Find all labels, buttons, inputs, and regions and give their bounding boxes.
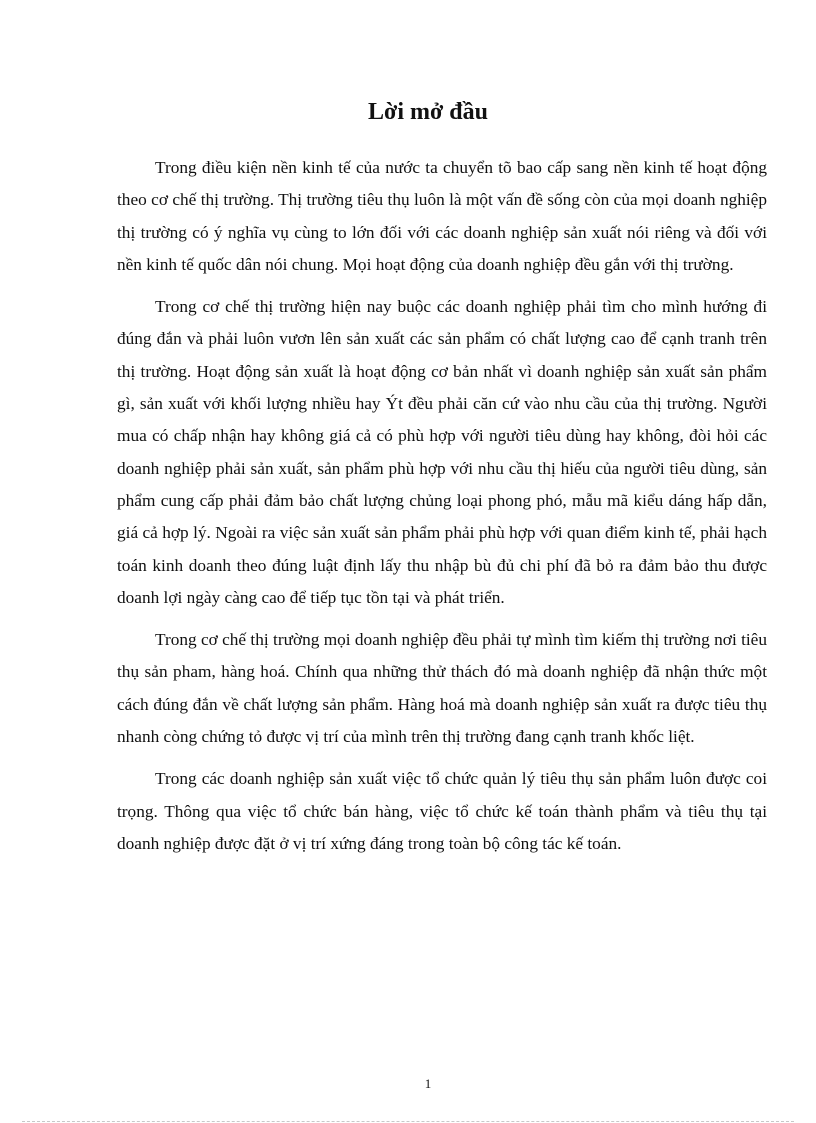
paragraph-1: Trong điều kiện nền kinh tế của nước ta chuyển tõ bao cấp sang nền kinh tế hoạt động theo cơ chế thị trường. Thị trường tiêu thụ luôn là một vấn đề sống còn của mọi doanh nghiệp thị trường có ý nghĩa vụ cùng to lớn đối với các doanh nghiệp sản xuất nói riêng và đối với nền kinh tế quốc dân nói chung. Mọi hoạt động của doanh nghiệp đều gắn với thị trường. (117, 158, 767, 274)
page-bottom-border (22, 1121, 794, 1122)
paragraph-3: Trong cơ chế thị trường mọi doanh nghiệp đều phải tự mình tìm kiếm thị trường nơi tiêu thụ sản pham, hàng hoá. Chính qua những thử thách đó mà doanh nghiệp đã nhận thức một cách đúng đắn về chất lượng sản phẩm. Hàng hoá mà doanh nghiệp sản xuất ra được tiêu thụ nhanh còng chứng tỏ được vị trí của mình trên thị trường đang cạnh tranh khốc liệt. (117, 630, 767, 747)
paragraph-2: Trong cơ chế thị trường hiện nay buộc các doanh nghiệp phải tìm cho mình hướng đi đúng đắn và phải luôn vươn lên sản xuất các sản phẩm có chất lượng cao để cạnh tranh trên thị trường. Hoạt động sản xuất là hoạt động cơ bản nhất vì doanh nghiệp sản xuất sản phẩm gì, sản xuất với khối lượng nhiều hay Ýt đều phải căn cứ vào nhu cầu của thị trường. Người mua có chấp nhận hay không giá cả có phù hợp với người tiêu dùng hay không, đòi hỏi các doanh nghiệp phải sản xuất, sản phẩm phù hợp với nhu cầu thị hiếu của người tiêu dùng, sản phẩm cung cấp phải đảm bảo chất lượng chủng loại phong phó, mẫu mã kiểu dáng hấp dẫn, giá cả hợp lý. Ngoài ra việc sản xuất sản phẩm phải phù hợp với quan điểm kinh tế, phải hạch toán kinh doanh theo đúng luật định lấy thu nhập bù đủ chi phí đã bỏ ra đảm bảo thu được doanh lợi ngày càng cao để tiếp tục tồn tại và phát triển. (117, 297, 767, 607)
page-title: Lời mở đầu (368, 99, 488, 125)
page-number: 1 (424, 1076, 432, 1091)
document-body (117, 152, 767, 870)
paragraph-4: Trong các doanh nghiệp sản xuất việc tổ chức quản lý tiêu thụ sản phẩm luôn được coi trọng. Thông qua việc tổ chức bán hàng, việc tổ chức kế toán thành phẩm và tiêu thụ tại doanh nghiệp được đặt ở vị trí xứng đáng trong toàn bộ công tác kế toán. (117, 769, 767, 853)
